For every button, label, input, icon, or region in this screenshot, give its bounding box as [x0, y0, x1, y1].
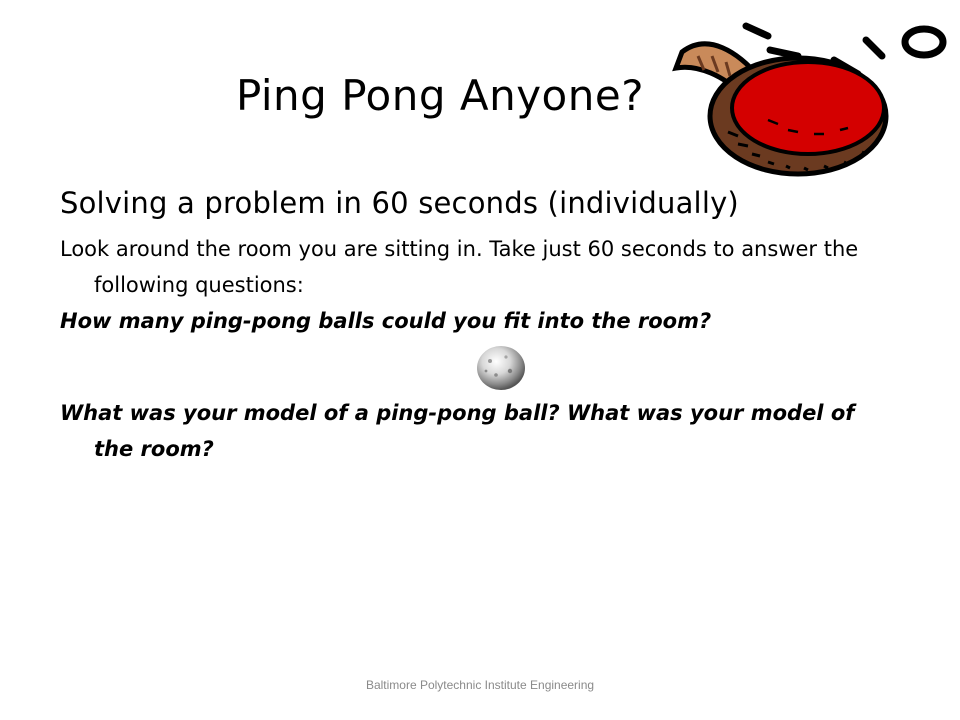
question-2: What was your model of a ping-pong ball? What was your model of the room? — [60, 401, 855, 461]
ball-row — [60, 339, 900, 395]
instructions-text: Look around the room you are sitting in. Take just 60 seconds to answer the following questions: — [60, 237, 859, 297]
ping-pong-ball-icon — [476, 345, 526, 391]
slide-title: Ping Pong Anyone? — [235, 71, 644, 120]
question-1: How many ping-pong balls could you fit into the room? — [60, 309, 712, 333]
slide-footer: Baltimore Polytechnic Institute Engineering — [365, 678, 595, 692]
slide-body — [60, 175, 900, 467]
ping-pong-paddle-icon — [668, 12, 950, 184]
subheading: Solving a problem in 60 seconds (individually) — [60, 186, 739, 220]
